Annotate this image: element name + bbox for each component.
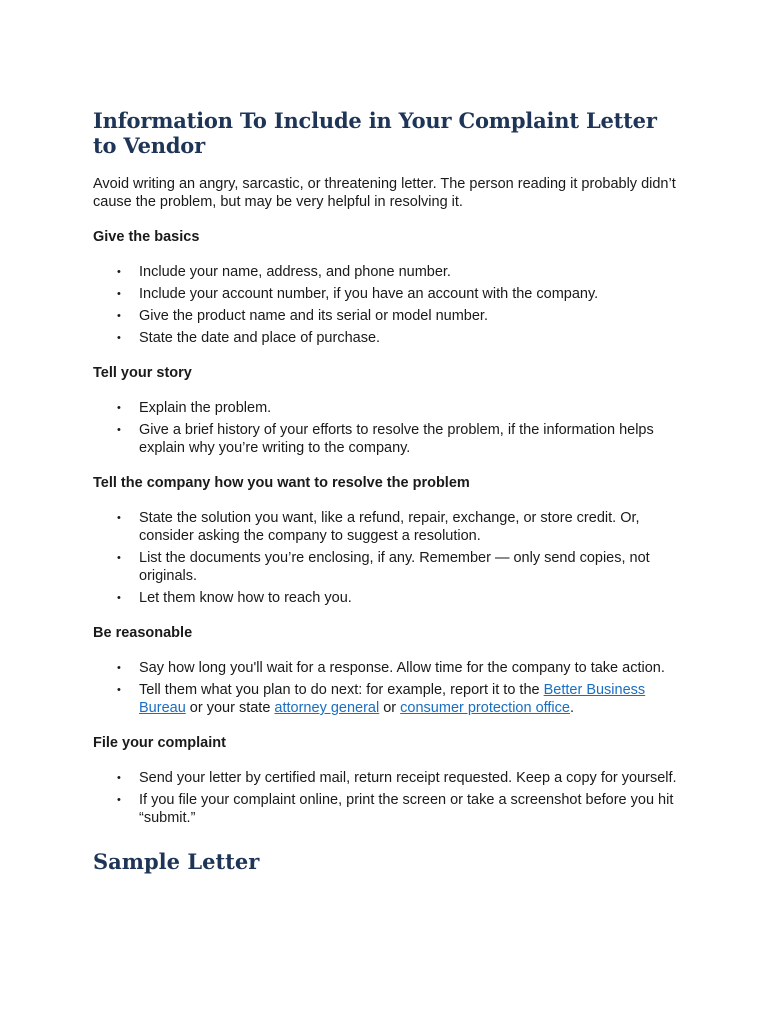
bullet-icon: •	[117, 552, 121, 564]
list-item-with-links: • Tell them what you plan to do next: for example, report it to the Better Business Bureau or your state attorney general or consumer protection office.	[117, 682, 646, 716]
section-heading-reasonable: Be reasonable	[93, 625, 193, 641]
bullet-icon: •	[117, 794, 121, 806]
list-item: • State the solution you want, like a refund, repair, exchange, or store credit. Or, consider asking the company to suggest a resolution.	[117, 510, 640, 544]
section-heading-story: Tell your story	[93, 365, 192, 381]
section-heading-file: File your complaint	[93, 735, 226, 751]
intro-paragraph: Avoid writing an angry, sarcastic, or threatening letter. The person reading it probably didn’t cause the problem, but may be very helpful in resolving it.	[93, 176, 676, 210]
list-item: • State the date and place of purchase.	[117, 330, 381, 346]
list-item: • Give the product name and its serial or model number.	[117, 308, 488, 324]
list-reasonable	[93, 659, 678, 717]
bullet-icon: •	[117, 592, 121, 604]
section-heading-basics: Give the basics	[93, 229, 200, 245]
list-item: • Let them know how to reach you.	[117, 590, 352, 606]
bullet-icon: •	[117, 684, 121, 696]
list-basics	[93, 263, 678, 347]
list-item: • Give a brief history of your efforts to resolve the problem, if the information helps explain why you’re writing to the company.	[117, 422, 654, 456]
sample-letter-heading: Sample Letter	[93, 849, 260, 874]
list-item: • Explain the problem.	[117, 400, 272, 416]
list-item: • List the documents you’re enclosing, if any. Remember — only send copies, not originals.	[117, 550, 650, 584]
bullet-icon: •	[117, 288, 121, 300]
bullet-icon: •	[117, 266, 121, 278]
list-story	[93, 399, 678, 457]
list-item: • Send your letter by certified mail, return receipt requested. Keep a copy for yourself.	[117, 770, 677, 786]
bullet-icon: •	[117, 402, 121, 414]
attorney-general-link[interactable]: attorney general	[274, 700, 380, 716]
page-title: Information To Include in Your Complaint Letter to Vendor	[93, 108, 657, 158]
list-item: • Say how long you'll wait for a response. Allow time for the company to take action.	[117, 660, 665, 676]
bullet-icon: •	[117, 424, 121, 436]
list-resolve	[93, 509, 678, 607]
bullet-icon: •	[117, 332, 121, 344]
list-item: • Include your account number, if you have an account with the company.	[117, 286, 599, 302]
bullet-icon: •	[117, 772, 121, 784]
list-file	[93, 769, 678, 827]
section-heading-resolve: Tell the company how you want to resolve the problem	[93, 475, 470, 491]
bullet-icon: •	[117, 512, 121, 524]
better-business-bureau-link[interactable]: Better Business Bureau	[139, 682, 646, 716]
list-item: • If you file your complaint online, print the screen or take a screenshot before you hit “submit.”	[117, 792, 674, 826]
consumer-protection-office-link[interactable]: consumer protection office	[400, 700, 570, 716]
bullet-icon: •	[117, 662, 121, 674]
list-item: • Include your name, address, and phone number.	[117, 264, 451, 280]
bullet-icon: •	[117, 310, 121, 322]
